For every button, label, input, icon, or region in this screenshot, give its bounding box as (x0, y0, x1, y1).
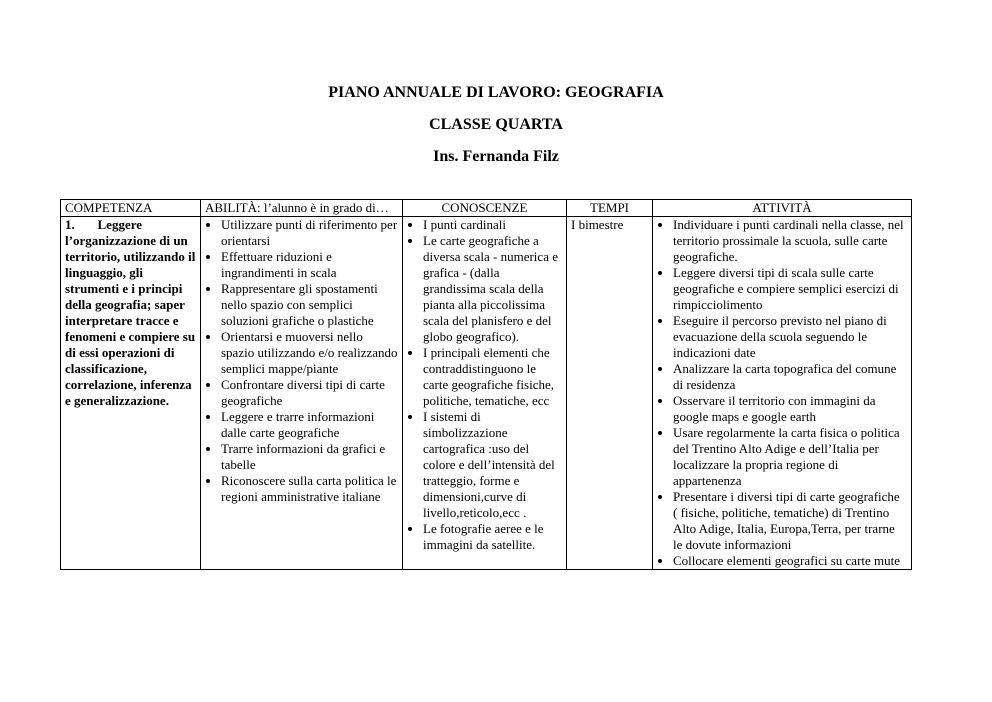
list-item: • I principali elementi che contraddistinguono le carte geografiche fisiche, politiche, tematiche, ecc (423, 345, 562, 409)
document-title: PIANO ANNUALE DI LAVORO: GEOGRAFIA (328, 84, 664, 101)
column-header-attivita: ATTIVITÀ (653, 200, 912, 217)
table-header-row (61, 200, 912, 217)
cell-abilita (201, 217, 403, 570)
column-header-competenza: COMPETENZA (61, 200, 201, 217)
list-item: • Le fotografie aeree e le immagini da satellite. (423, 521, 562, 553)
list-item: • Effettuare riduzioni e ingrandimenti in scala (221, 249, 398, 281)
table-row (61, 217, 912, 570)
list-item: • Presentare i diversi tipi di carte geografiche ( fisiche, politiche, tematiche) di Trentino Alto Adige, Italia, Europa,Terra, per trarne le dovute informazioni (673, 489, 907, 553)
list-item: • I punti cardinali (423, 217, 562, 233)
list-item: • Leggere diversi tipi di scala sulle carte geografiche e compiere semplici esercizi di rimpicciolimento (673, 265, 907, 313)
attivita-list (657, 217, 907, 569)
list-item: • Collocare elementi geografici su carte mute (673, 553, 907, 569)
list-item: • Trarre informazioni da grafici e tabelle (221, 441, 398, 473)
conoscenze-list (407, 217, 562, 553)
list-item: • I sistemi di simbolizzazione cartografica :uso del colore e dell’intensità del tratteggio, forme e dimensioni,curve di livello,reticolo,ecc . (423, 409, 562, 521)
list-item: • Osservare il territorio con immagini da google maps e google earth (673, 393, 907, 425)
list-item: • Orientarsi e muoversi nello spazio utilizzando e/o realizzando semplici mappe/piante (221, 329, 398, 377)
list-item: • Leggere e trarre informazioni dalle carte geografiche (221, 409, 398, 441)
cell-attivita (653, 217, 912, 570)
competenza-text: 1. Leggere l’organizzazione di un territorio, utilizzando il linguaggio, gli strumenti e i principi della geografia; saper interpretare tracce e fenomeni e compiere su di essi operazioni di classificazione, correlazione, inferenza e generalizzazione. (65, 217, 196, 408)
column-header-abilita: ABILITÀ: l’alunno è in grado di… (201, 200, 403, 217)
column-header-tempi: TEMPI (567, 200, 653, 217)
cell-tempi (567, 217, 653, 570)
tempi-text: I bimestre (571, 217, 624, 232)
column-header-conoscenze: CONOSCENZE (403, 200, 567, 217)
list-item: • Individuare i punti cardinali nella classe, nel territorio prossimale la scuola, sulle carte geografiche. (673, 217, 907, 265)
list-item: • Rappresentare gli spostamenti nello spazio con semplici soluzioni grafiche o plastiche (221, 281, 398, 329)
abilita-list (205, 217, 398, 505)
list-item: • Eseguire il percorso previsto nel piano di evacuazione della scuola seguendo le indicazioni date (673, 313, 907, 361)
teacher-label: Ins. Fernanda Filz (433, 148, 559, 165)
list-item: • Riconoscere sulla carta politica le regioni amministrative italiane (221, 473, 398, 505)
list-item: • Utilizzare punti di riferimento per orientarsi (221, 217, 398, 249)
class-label: CLASSE QUARTA (429, 116, 563, 133)
list-item: • Analizzare la carta topografica del comune di residenza (673, 361, 907, 393)
list-item: • Usare regolarmente la carta fisica o politica del Trentino Alto Adige e dell’Italia per localizzare la propria regione di appartenenza (673, 425, 907, 489)
list-item: • Confrontare diversi tipi di carte geografiche (221, 377, 398, 409)
cell-conoscenze (403, 217, 567, 570)
cell-competenza (61, 217, 201, 570)
list-item: • Le carte geografiche a diversa scala - numerica e grafica - (dalla grandissima scala della pianta alla piccolissima scala del planisfero e del globo geografico). (423, 233, 562, 345)
plan-table (60, 199, 912, 570)
document-header (0, 84, 992, 166)
